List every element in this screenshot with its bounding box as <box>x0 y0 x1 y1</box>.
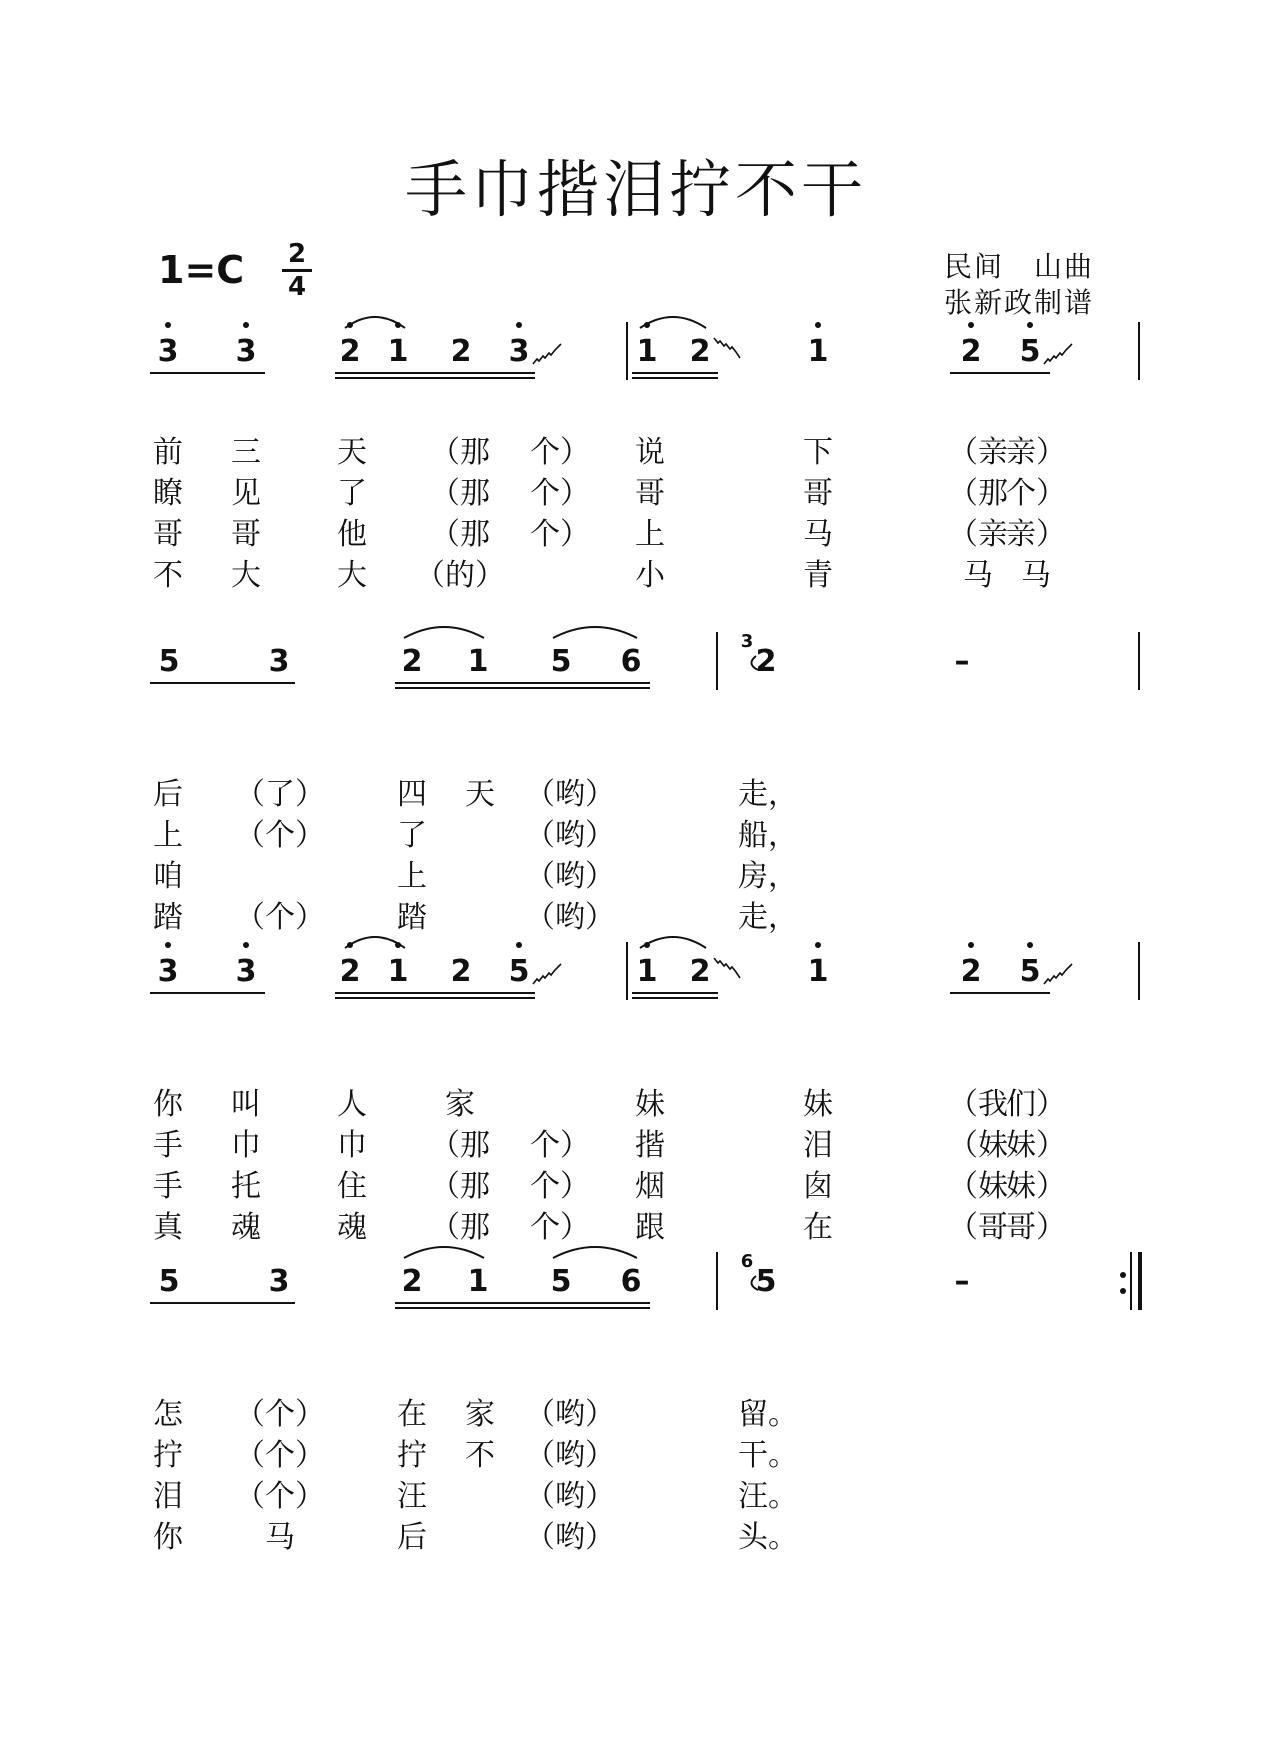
note: 2 <box>689 954 711 989</box>
lyric-syllable: （哟） <box>525 900 615 935</box>
slur <box>553 627 637 638</box>
note: 1 <box>807 334 829 369</box>
meter-bottom: 4 <box>287 272 307 302</box>
note: 3 <box>268 644 290 679</box>
slur <box>345 317 405 328</box>
lyric-syllable: 马 <box>265 1520 295 1555</box>
lyric-syllable: 真 <box>153 1210 183 1245</box>
note: 5 <box>755 1264 777 1299</box>
lyric-syllable: 小 <box>635 558 665 593</box>
lyric-syllable: 妹） <box>1006 1169 1066 1204</box>
lyric-syllable: （妹 <box>948 1169 1008 1204</box>
lyric-syllable: 后 <box>397 1520 427 1555</box>
note: 5 <box>158 644 180 679</box>
key-signature: 1=C <box>158 248 245 292</box>
lyric-syllable: 哥 <box>803 476 833 511</box>
note: 6 <box>620 644 642 679</box>
lyric-syllable: 上 <box>153 818 183 853</box>
lyric-syllable: （个） <box>235 1479 325 1514</box>
note: 1 <box>387 954 409 989</box>
note: 2 <box>450 334 472 369</box>
lyric-syllable: （那 <box>430 517 490 552</box>
lyric-syllable: 说 <box>635 435 665 470</box>
lyric-syllable: 手 <box>153 1169 183 1204</box>
lyric-syllable: 踏 <box>153 900 183 935</box>
lyric-syllable: （的） <box>415 558 505 593</box>
note: 1 <box>387 334 409 369</box>
note: 3 <box>235 334 257 369</box>
lyric-syllable: 青 <box>803 558 833 593</box>
lyric-syllable: （哟） <box>525 818 615 853</box>
lyric-syllable: 跟 <box>635 1210 665 1245</box>
lyric-syllable: （哟） <box>525 777 615 812</box>
note: 2 <box>960 334 982 369</box>
lyric-syllable: 咱 <box>153 859 183 894</box>
note: 5 <box>1019 954 1041 989</box>
slide-mark <box>533 344 561 364</box>
lyric-syllable: （哟） <box>525 1438 615 1473</box>
lyric-syllable: 上 <box>635 517 665 552</box>
lyric-syllable: 拧 <box>153 1438 183 1473</box>
lyric-syllable: （那 <box>948 476 1008 511</box>
note: 1 <box>636 334 658 369</box>
lyric-syllable: 马 <box>963 558 993 593</box>
lyric-syllable: 个） <box>530 517 590 552</box>
lyric-syllable: 拧 <box>397 1438 427 1473</box>
lyric-syllable: （那 <box>430 1128 490 1163</box>
lyric-syllable: 手 <box>153 1128 183 1163</box>
slur <box>345 937 405 948</box>
song-title: 手巾揩泪拧不干 <box>404 153 867 226</box>
note: 2 <box>960 954 982 989</box>
lyric-syllable: 四 <box>397 777 427 812</box>
lyric-syllable: （哟） <box>525 1520 615 1555</box>
lyric-syllable: 哥 <box>231 517 261 552</box>
note: 2 <box>689 334 711 369</box>
lyric-syllable: （了） <box>235 777 325 812</box>
note: 3 <box>157 954 179 989</box>
note: 2 <box>339 954 361 989</box>
slide-mark <box>533 964 561 984</box>
lyric-syllable: 住 <box>337 1169 367 1204</box>
lyric-syllable: （妹 <box>948 1128 1008 1163</box>
lyric-syllable: 你 <box>153 1520 183 1555</box>
lyric-syllable: （哟） <box>525 1479 615 1514</box>
note: 3 <box>508 334 530 369</box>
note: 2 <box>339 334 361 369</box>
note: 5 <box>550 1264 572 1299</box>
lyric-syllable: 上 <box>397 859 427 894</box>
credit-arranger: 张新政制谱 <box>944 286 1095 319</box>
lyric-syllable: 个） <box>530 1169 590 1204</box>
lyric-syllable: （哥 <box>948 1210 1008 1245</box>
slide-mark <box>1044 964 1072 984</box>
lyric-syllable: 妹） <box>1006 1128 1066 1163</box>
lyric-syllable: 见 <box>231 476 261 511</box>
lyric-syllable: 汪。 <box>738 1479 798 1514</box>
slur <box>640 317 706 328</box>
grace-slur <box>751 656 758 670</box>
lyric-syllable: 马 <box>803 517 833 552</box>
lyric-syllable: 走， <box>738 900 798 935</box>
lyric-syllable: 不 <box>465 1438 495 1473</box>
lyric-syllable: 巾 <box>337 1128 367 1163</box>
lyric-syllable: 家 <box>465 1397 495 1432</box>
lyric-syllable: 天 <box>465 777 495 812</box>
lyric-syllable: 后 <box>153 777 183 812</box>
lyric-syllable: （个） <box>235 818 325 853</box>
lyric-syllable: 巾 <box>231 1128 261 1163</box>
lyric-syllable: 船， <box>738 818 798 853</box>
lyric-syllable: 你 <box>153 1087 183 1122</box>
note: 1 <box>467 1264 489 1299</box>
lyric-syllable: （哟） <box>525 859 615 894</box>
note: 5 <box>1019 334 1041 369</box>
lyric-syllable: （亲 <box>948 517 1008 552</box>
lyric-syllable: 了 <box>337 476 367 511</box>
note: 1 <box>636 954 658 989</box>
lyric-syllable: 妹 <box>803 1087 833 1122</box>
slur <box>404 1247 484 1258</box>
note: 5 <box>158 1264 180 1299</box>
slide-mark-down <box>714 338 740 358</box>
lyric-syllable: 大 <box>337 558 367 593</box>
lyric-syllable: 前 <box>153 435 183 470</box>
lyric-syllable: 魂 <box>231 1210 261 1245</box>
lyric-syllable: 亲） <box>1006 517 1066 552</box>
note: 2 <box>450 954 472 989</box>
slur <box>404 627 484 638</box>
lyric-syllable: 走， <box>738 777 798 812</box>
lyric-syllable: 叫 <box>231 1087 261 1122</box>
lyric-syllable: 汪 <box>397 1479 427 1514</box>
lyric-syllable: 大 <box>231 558 261 593</box>
lyric-syllable: （我 <box>948 1087 1008 1122</box>
lyric-syllable: 哥 <box>635 476 665 511</box>
lyric-syllable: （那 <box>430 476 490 511</box>
lyric-syllable: （个） <box>235 1438 325 1473</box>
lyric-syllable: 个） <box>530 435 590 470</box>
lyric-syllable: 妹 <box>635 1087 665 1122</box>
lyric-syllable: 人 <box>337 1087 367 1122</box>
lyric-syllable: 瞭 <box>153 476 183 511</box>
lyric-syllable: 三 <box>231 435 261 470</box>
lyric-syllable: 踏 <box>397 900 427 935</box>
lyric-syllable: 揩 <box>635 1128 665 1163</box>
note: 1 <box>807 954 829 989</box>
lyric-syllable: 他 <box>337 517 367 552</box>
lyric-syllable: 干。 <box>738 1438 798 1473</box>
sustain-dash: – <box>954 644 970 679</box>
lyric-syllable: 怎 <box>153 1397 183 1432</box>
slur <box>553 1247 637 1258</box>
note: 5 <box>550 644 572 679</box>
lyric-syllable: 个） <box>530 1128 590 1163</box>
lyric-syllable: 马 <box>1021 558 1051 593</box>
note: 3 <box>268 1264 290 1299</box>
lyric-syllable: （个） <box>235 900 325 935</box>
lyric-syllable: （那 <box>430 1210 490 1245</box>
note: 3 <box>157 334 179 369</box>
lyric-syllable: 留。 <box>738 1397 798 1432</box>
lyric-syllable: （个） <box>235 1397 325 1432</box>
lyric-syllable: 托 <box>231 1169 261 1204</box>
lyric-syllable: 在 <box>397 1397 427 1432</box>
meter-top: 2 <box>287 239 307 269</box>
note: 2 <box>401 644 423 679</box>
lyric-syllable: （那 <box>430 435 490 470</box>
note: 1 <box>467 644 489 679</box>
lyric-syllable: 了 <box>397 818 427 853</box>
note: 2 <box>755 644 777 679</box>
lyric-syllable: 个） <box>530 1210 590 1245</box>
lyric-syllable: 家 <box>445 1087 475 1122</box>
lyric-syllable: 魂 <box>337 1210 367 1245</box>
lyric-syllable: 个） <box>1006 476 1066 511</box>
lyric-syllable: 泪 <box>153 1479 183 1514</box>
lyric-syllable: 天 <box>337 435 367 470</box>
slide-mark <box>1044 344 1072 364</box>
lyric-syllable: （亲 <box>948 435 1008 470</box>
sustain-dash: – <box>954 1264 970 1299</box>
note: 5 <box>508 954 530 989</box>
lyric-syllable: 哥 <box>153 517 183 552</box>
lyric-syllable: （哟） <box>525 1397 615 1432</box>
lyric-syllable: 烟 <box>635 1169 665 1204</box>
lyric-syllable: （那 <box>430 1169 490 1204</box>
lyric-syllable: 囱 <box>803 1169 833 1204</box>
note: 2 <box>401 1264 423 1299</box>
slide-mark-down <box>714 958 740 978</box>
lyric-syllable: 在 <box>803 1210 833 1245</box>
grace-slur <box>751 1276 758 1290</box>
lyric-syllable: 下 <box>803 435 833 470</box>
lyric-syllable: 哥） <box>1006 1210 1066 1245</box>
note: 6 <box>620 1264 642 1299</box>
lyric-syllable: 不 <box>153 558 183 593</box>
lyric-syllable: 们） <box>1006 1087 1066 1122</box>
lyric-syllable: 亲） <box>1006 435 1066 470</box>
lyric-syllable: 头。 <box>738 1520 798 1555</box>
credit-genre: 民间 山曲 <box>944 250 1095 283</box>
note: 3 <box>235 954 257 989</box>
lyric-syllable: 个） <box>530 476 590 511</box>
slur <box>640 937 706 948</box>
grace-note: 6 <box>740 1251 754 1272</box>
grace-note: 3 <box>740 631 754 652</box>
lyric-syllable: 房， <box>738 859 798 894</box>
lyric-syllable: 泪 <box>803 1128 833 1163</box>
